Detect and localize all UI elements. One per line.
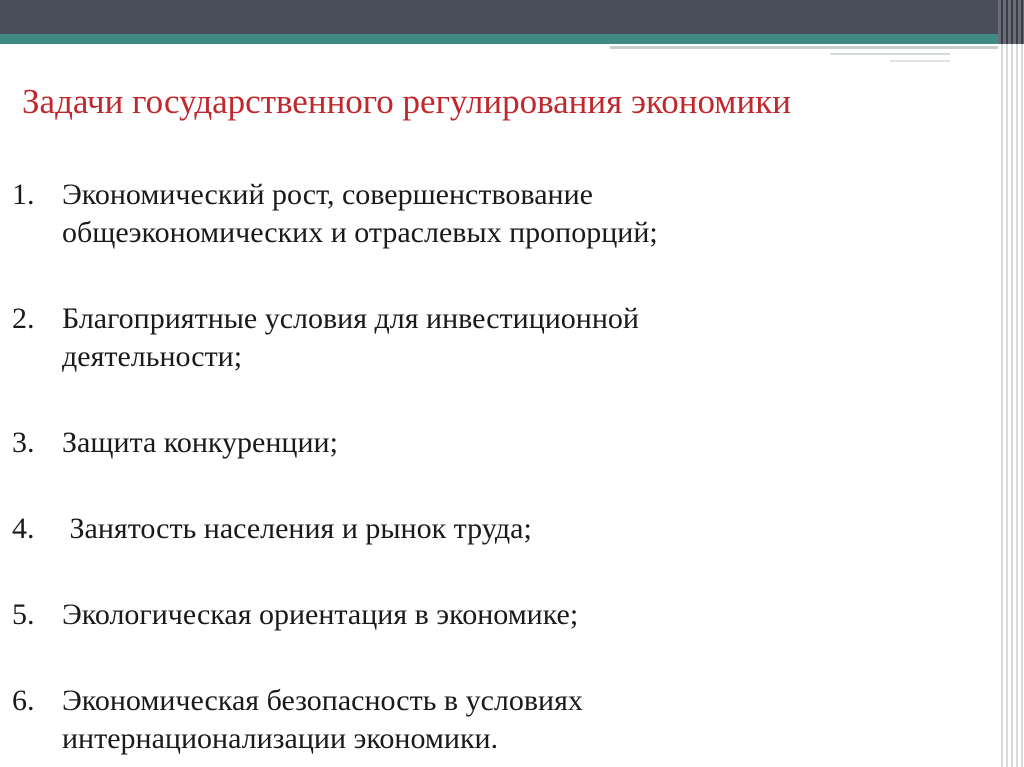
item-line: Экономическая безопасность в условиях — [62, 684, 583, 717]
item-line: Экономический рост, совершенствование — [62, 178, 593, 211]
item-line: общеэкономических и отраслевых пропорций; — [62, 216, 658, 249]
list-item — [12, 176, 972, 252]
list-item — [12, 682, 972, 758]
header-accent-line — [610, 46, 1005, 49]
list-item — [12, 510, 972, 548]
item-line: Занятость населения и рынок труда; — [62, 512, 532, 545]
task-list — [12, 176, 972, 767]
item-number: 4. — [12, 512, 35, 545]
list-item — [12, 596, 972, 634]
item-line: деятельности; — [62, 340, 243, 373]
item-line: интернационализации экономики. — [62, 722, 499, 755]
item-line: Благоприятные условия для инвестиционной — [62, 302, 639, 335]
item-number: 5. — [12, 598, 35, 631]
slide-title: Задачи государственного регулирования экономики — [22, 82, 791, 121]
header-teal-bar — [0, 34, 1024, 44]
item-line: Защита конкуренции; — [62, 426, 338, 459]
item-number: 3. — [12, 426, 35, 459]
list-item — [12, 300, 972, 376]
header-dark-bar — [0, 0, 1024, 34]
item-line: Экологическая ориентация в экономике; — [62, 598, 579, 631]
right-edge-stripes-top — [998, 0, 1024, 44]
header-accent-line — [890, 60, 950, 62]
item-number: 2. — [12, 302, 35, 335]
header-accent-line — [830, 53, 950, 55]
item-number: 1. — [12, 178, 35, 211]
item-number: 6. — [12, 684, 35, 717]
list-item — [12, 424, 972, 462]
